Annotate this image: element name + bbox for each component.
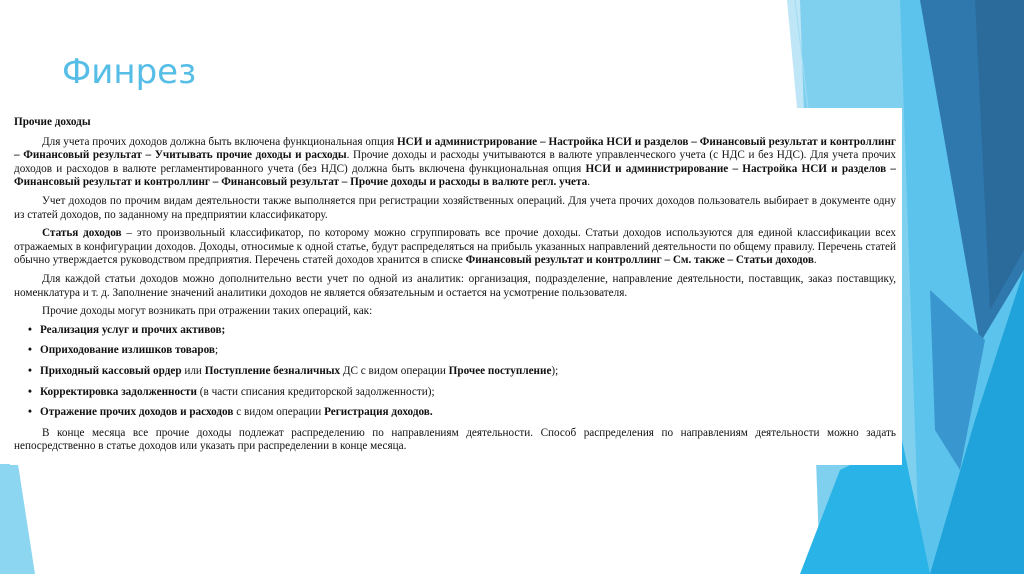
bold-text: Оприходование излишков товаров [40,344,215,357]
operations-list [14,324,896,420]
text-run: Учет доходов по прочим видам деятельности также выполняется при регистрации хозяйственных операций. Для учета прочих доходов пользователь выбирает в документе одну из статей доходов, по заданному на предприятии классификатору. [14,194,896,221]
bold-text: Статья доходов [42,227,122,240]
list-item [40,344,896,358]
text-run: . [813,254,817,267]
bold-text: Реализация услуг и прочих активов; [40,323,226,336]
list-item [40,386,896,400]
text-run: с видом операции [233,406,325,419]
text-run: Прочие доходы могут возникать при отражении таких операций, как: [42,305,373,318]
bold-text: Поступление безналичных [204,364,341,377]
text-run: В конце месяца все прочие доходы подлежат распределению по направлениям деятельности. Способ распределения по направлениям деятельности можно задать непосредственно в статье доходов или указать при распределении в конце месяца. [14,426,896,453]
text-run: (в части списания кредиторской задолженности); [196,385,435,398]
text-run: ; [214,344,219,357]
bold-text: Отражение прочих доходов и расходов [40,406,234,419]
bold-text: Прочее поступление [448,364,552,377]
paragraph [14,227,896,268]
text-run: Для учета прочих доходов должна быть включена функциональная опция [42,135,397,148]
bold-text: НСИ и администрирование – Настройка НСИ и разделов – Финансовый результат и контроллинг – Финансовый результат – Прочие доходы и расходы в валюте регл. учета [14,162,896,189]
text-run: Для каждой статьи доходов можно дополнительно вести учет по одной из аналитик: организация, подразделение, направление деятельности, поставщик, заказ поставщику, номенклатура и т. д. Заполнение значений аналитики доходов не является обязательным и остается на усмотрение пользователя. [14,272,896,299]
text-run: – это произвольный классификатор, по которому можно сгруппировать все прочие доходы. Статьи доходов используются для единой классификации всех отражаемых в конфигурации доходов. Доходы, относимые к одной статье, будут распределяться на прибыль указанных направлений деятельности по общему правилу. Перечень статей обычно утверждается руководством предприятия. Перечень статей доходов хранится в списке [14,227,896,267]
text-run: или [181,364,205,377]
closing-paragraph [14,427,896,454]
bold-text: НСИ и администрирование – Настройка НСИ и разделов – Финансовый результат и контроллинг – Финансовый результат – Учитывать прочие доходы и расходы [14,135,896,162]
text-run: . Прочие доходы и расходы учитываются в валюте управленческого учета (с НДС и без НДС). Для учета прочих доходов и расходов в валюте регламентированного учета (без НДС) должна быть включена функциональная опция [14,149,897,175]
bold-text: Финансовый результат и контроллинг – См. также – Статьи доходов [465,254,814,267]
list-item [40,324,896,338]
paragraph [14,273,896,300]
list-item [40,406,896,420]
text-run: . [587,176,591,189]
paragraph [14,136,896,190]
bold-text: Регистрация доходов. [324,406,433,419]
document-image [10,108,902,465]
text-run: ); [551,364,559,377]
section-heading: Прочие доходы [14,116,91,128]
list-item [40,365,896,379]
bold-text: Корректировка задолженности [40,385,197,398]
deco-left-wedge [0,464,35,574]
slide-title: Финрез [62,52,197,92]
paragraphs [14,136,896,319]
bold-text: Приходный кассовый ордер [40,364,182,377]
text-run: ДС с видом операции [340,364,449,377]
paragraph [14,195,896,222]
paragraph [14,305,896,319]
